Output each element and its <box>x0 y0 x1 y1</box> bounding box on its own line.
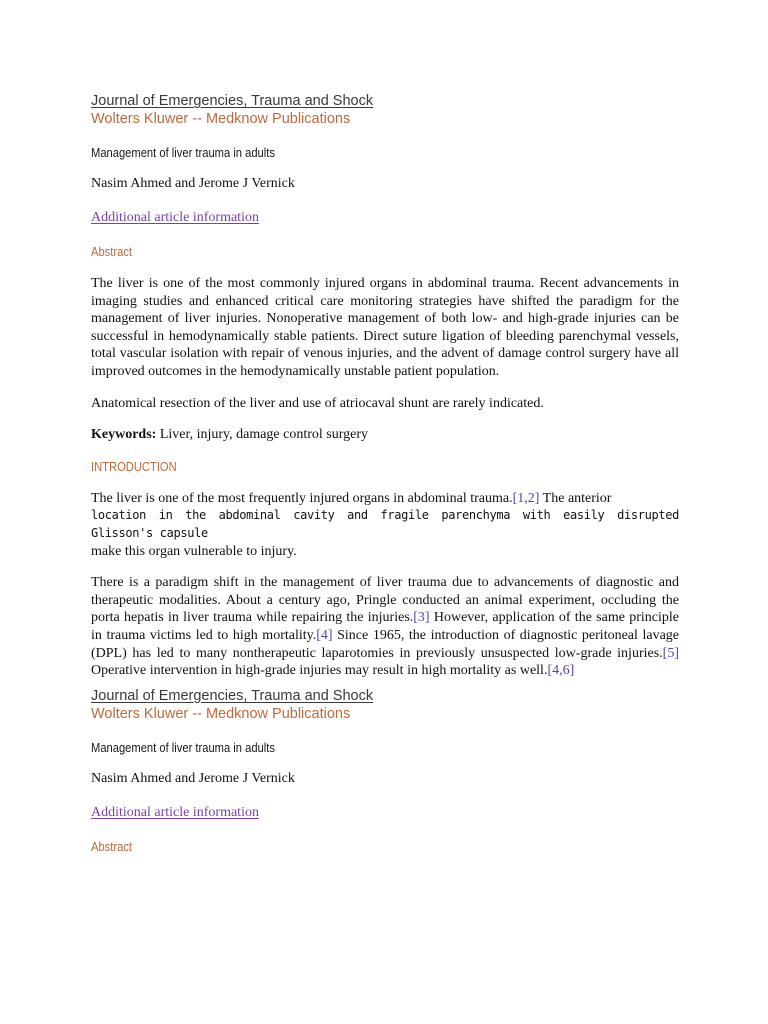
journal-title-link[interactable]: Journal of Emergencies, Trauma and Shock <box>91 687 374 704</box>
intro-p1-text-a: The liver is one of the most frequently injured organs in abdominal trauma. <box>91 490 513 506</box>
article-header-1 <box>91 92 679 680</box>
introduction-heading: INTRODUCTION <box>91 458 177 474</box>
abstract-paragraph-2: Anatomical resection of the liver and use of atriocaval shunt are rarely indicated. <box>91 395 544 411</box>
intro-p2-text-c: Since 1965, the introduction of diagnostic peritoneal lavage (DPL) has led to many nontherapeutic laparotomies in previously unsuspected low-grade injuries. <box>91 627 680 661</box>
authors: Nasim Ahmed and Jerome J Vernick <box>91 770 295 786</box>
intro-paragraph-2 <box>91 574 679 680</box>
abstract-paragraph-1: The liver is one of the most commonly injured organs in abdominal trauma. Recent advancements in imaging studies and enhanced critical care monitoring strategies have shifted the paradigm for the management of liver injuries. Nonoperative management of both low- and high-grade injuries can be successful in hemodynamically stable patients. Direct suture ligation of bleeding parenchymal vessels, total vascular isolation with repair of venous injuries, and the advent of damage control surgery have all improved outcomes in the hemodynamically unstable patient population. <box>91 276 679 379</box>
publisher-name: Wolters Kluwer -- Medknow Publications <box>91 111 351 127</box>
citation-link[interactable]: [4,6] <box>547 663 575 679</box>
article-header-2 <box>91 687 679 856</box>
intro-p1-text-d: make this organ vulnerable to injury. <box>91 543 297 559</box>
intro-p2-text-a: There is a paradigm shift in the management of liver trauma due to advancements of diagnostic and therapeutic modalities. About a century ago, Pringle conducted an animal experiment, occluding the porta hepatis in liver trauma while repairing the injuries. <box>91 575 679 626</box>
additional-info-link[interactable]: Additional article information <box>91 804 259 820</box>
document-page <box>91 92 679 870</box>
citation-link[interactable]: [4] <box>316 627 333 643</box>
additional-info-link[interactable]: Additional article information <box>91 210 259 225</box>
citation-link[interactable]: [1,2] <box>512 490 540 506</box>
intro-paragraph-1 <box>91 490 679 560</box>
authors: Nasim Ahmed and Jerome J Vernick <box>91 176 295 191</box>
abstract-heading: Abstract <box>91 838 133 854</box>
publisher-name: Wolters Kluwer -- Medknow Publications <box>91 705 351 722</box>
intro-p1-text-c: location in the abdominal cavity and fragile parenchyma with easily disrupted Glisson's capsule <box>91 508 679 540</box>
keywords-line <box>91 426 679 444</box>
intro-p2-text-d: Operative intervention in high-grade injuries may result in high mortality as well. <box>91 663 548 679</box>
keywords-text: Liver, injury, damage control surgery <box>159 427 369 443</box>
journal-title-link[interactable]: Journal of Emergencies, Trauma and Shock <box>91 93 374 109</box>
keywords-label: Keywords: <box>91 427 157 443</box>
citation-link[interactable]: [3] <box>413 610 430 626</box>
citation-link[interactable]: [5] <box>662 645 679 661</box>
intro-p1-text-b: The anterior <box>542 490 612 506</box>
intro-p2-text-b: However, application of the same principle in trauma victims led to high mortality. <box>91 610 679 643</box>
article-title: Management of liver trauma in adults <box>91 739 275 755</box>
abstract-heading: Abstract <box>91 244 133 259</box>
article-title: Management of liver trauma in adults <box>91 145 275 160</box>
